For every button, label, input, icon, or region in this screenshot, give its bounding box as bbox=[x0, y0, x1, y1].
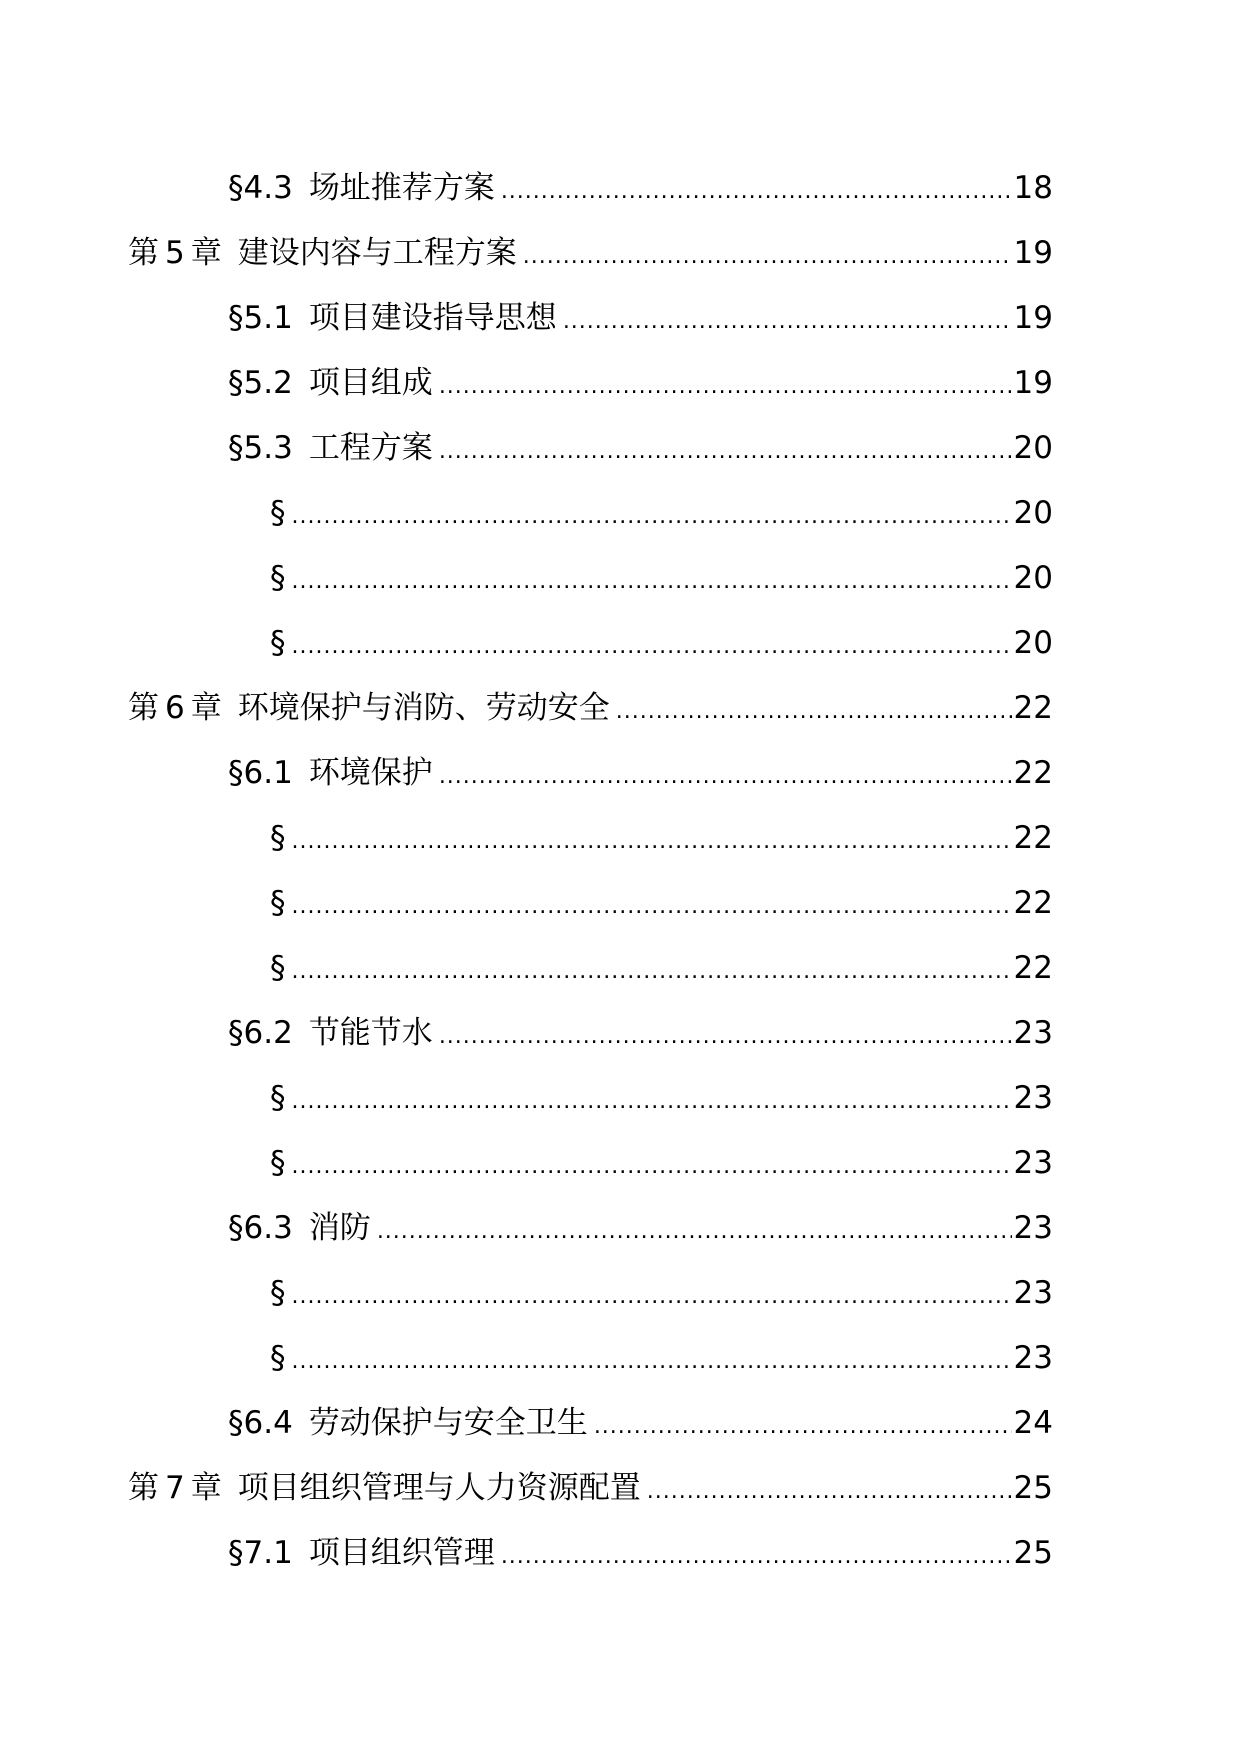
dot-leader bbox=[292, 571, 1012, 593]
toc-entry-label bbox=[270, 1275, 286, 1311]
toc-entry-label bbox=[270, 495, 286, 531]
section-number: § bbox=[270, 820, 286, 856]
table-of-contents bbox=[0, 156, 1241, 1586]
toc-entry-title: 场址推荐方案 bbox=[308, 170, 495, 206]
dot-leader bbox=[292, 506, 1012, 528]
toc-section-row bbox=[0, 156, 1241, 221]
chapter-number: 6 bbox=[165, 690, 185, 726]
section-number: §6.4 bbox=[228, 1405, 293, 1441]
chapter-prefix: 第 bbox=[128, 690, 159, 726]
chapter-number: 5 bbox=[165, 235, 185, 271]
toc-entry-label bbox=[228, 755, 433, 791]
chapter-suffix: 章 bbox=[190, 1470, 222, 1506]
toc-section-row bbox=[0, 351, 1241, 416]
dot-leader bbox=[292, 1351, 1012, 1373]
section-number: §6.3 bbox=[228, 1210, 293, 1246]
toc-page-number: 23 bbox=[1013, 1340, 1053, 1376]
toc-entry-label bbox=[228, 1015, 433, 1051]
toc-entry-title: 劳动保护与安全卫生 bbox=[308, 1405, 588, 1441]
chapter-prefix: 第 bbox=[128, 235, 159, 271]
dot-leader bbox=[439, 1026, 1012, 1048]
toc-entry-label bbox=[228, 365, 433, 401]
section-number: § bbox=[270, 560, 286, 596]
chapter-suffix: 章 bbox=[190, 690, 222, 726]
toc-subsection-row bbox=[0, 611, 1241, 676]
toc-subsection-row bbox=[0, 1131, 1241, 1196]
dot-leader bbox=[439, 441, 1012, 463]
toc-entry-label bbox=[228, 1405, 588, 1441]
toc-subsection-row bbox=[0, 1261, 1241, 1326]
section-number: §5.1 bbox=[228, 300, 293, 336]
toc-chapter-row bbox=[0, 1456, 1241, 1521]
toc-section-row bbox=[0, 286, 1241, 351]
toc-section-row bbox=[0, 741, 1241, 806]
toc-page-number: 19 bbox=[1013, 365, 1053, 401]
toc-subsection-row bbox=[0, 1066, 1241, 1131]
section-number: § bbox=[270, 1080, 286, 1116]
toc-page-number: 20 bbox=[1013, 560, 1053, 596]
toc-entry-label bbox=[270, 885, 286, 921]
chapter-prefix: 第 bbox=[128, 1470, 159, 1506]
toc-chapter-row bbox=[0, 676, 1241, 741]
section-number: §5.3 bbox=[228, 430, 293, 466]
toc-entry-title: 项目组织管理与人力资源配置 bbox=[237, 1470, 641, 1506]
dot-leader bbox=[292, 896, 1012, 918]
toc-page-number: 19 bbox=[1013, 235, 1053, 271]
dot-leader bbox=[292, 1091, 1012, 1113]
section-number: § bbox=[270, 495, 286, 531]
toc-entry-label bbox=[270, 560, 286, 596]
dot-leader bbox=[292, 831, 1012, 853]
toc-entry-label bbox=[128, 690, 610, 726]
toc-entry-title: 项目组织管理 bbox=[308, 1535, 495, 1571]
toc-subsection-row bbox=[0, 806, 1241, 871]
section-number: § bbox=[270, 885, 286, 921]
toc-page-number: 25 bbox=[1013, 1470, 1053, 1506]
toc-entry-label bbox=[270, 950, 286, 986]
dot-leader bbox=[523, 246, 1012, 268]
toc-section-row bbox=[0, 1196, 1241, 1261]
toc-entry-label bbox=[228, 300, 557, 336]
dot-leader bbox=[616, 701, 1012, 723]
section-number: §7.1 bbox=[228, 1535, 293, 1571]
toc-entry-title: 消防 bbox=[308, 1210, 371, 1246]
dot-leader bbox=[501, 181, 1012, 203]
dot-leader bbox=[292, 1156, 1012, 1178]
toc-subsection-row bbox=[0, 1326, 1241, 1391]
dot-leader bbox=[594, 1416, 1012, 1438]
section-number: §6.1 bbox=[228, 755, 293, 791]
toc-entry-label bbox=[128, 235, 517, 271]
dot-leader bbox=[439, 376, 1012, 398]
toc-page-number: 23 bbox=[1013, 1145, 1053, 1181]
toc-page-number: 22 bbox=[1013, 755, 1053, 791]
section-number: §6.2 bbox=[228, 1015, 293, 1051]
toc-page-number: 23 bbox=[1013, 1015, 1053, 1051]
toc-section-row bbox=[0, 1001, 1241, 1066]
toc-page-number: 22 bbox=[1013, 820, 1053, 856]
dot-leader bbox=[292, 636, 1012, 658]
toc-entry-title: 环境保护 bbox=[308, 755, 433, 791]
toc-page-number: 25 bbox=[1013, 1535, 1053, 1571]
dot-leader bbox=[563, 311, 1012, 333]
toc-section-row bbox=[0, 1391, 1241, 1456]
toc-chapter-row bbox=[0, 221, 1241, 286]
toc-page-number: 18 bbox=[1013, 170, 1053, 206]
toc-page-number: 22 bbox=[1013, 885, 1053, 921]
dot-leader bbox=[647, 1481, 1012, 1503]
toc-entry-label bbox=[270, 1145, 286, 1181]
dot-leader bbox=[439, 766, 1012, 788]
section-number: §4.3 bbox=[228, 170, 293, 206]
chapter-number: 7 bbox=[165, 1470, 185, 1506]
toc-entry-title: 环境保护与消防、劳动安全 bbox=[237, 690, 610, 726]
toc-section-row bbox=[0, 416, 1241, 481]
toc-subsection-row bbox=[0, 481, 1241, 546]
toc-entry-label bbox=[128, 1470, 641, 1506]
toc-page-number: 22 bbox=[1013, 690, 1053, 726]
toc-entry-title: 项目建设指导思想 bbox=[308, 300, 557, 336]
toc-subsection-row bbox=[0, 871, 1241, 936]
toc-subsection-row bbox=[0, 936, 1241, 1001]
section-number: § bbox=[270, 1340, 286, 1376]
toc-entry-label bbox=[270, 820, 286, 856]
toc-page-number: 20 bbox=[1013, 430, 1053, 466]
dot-leader bbox=[292, 961, 1012, 983]
toc-page-number: 24 bbox=[1013, 1405, 1053, 1441]
toc-page-number: 23 bbox=[1013, 1275, 1053, 1311]
toc-entry-label bbox=[270, 1080, 286, 1116]
toc-entry-label bbox=[228, 1535, 495, 1571]
section-number: § bbox=[270, 950, 286, 986]
section-number: § bbox=[270, 1275, 286, 1311]
chapter-suffix: 章 bbox=[190, 235, 222, 271]
toc-page-number: 19 bbox=[1013, 300, 1053, 336]
dot-leader bbox=[292, 1286, 1012, 1308]
toc-subsection-row bbox=[0, 546, 1241, 611]
section-number: § bbox=[270, 625, 286, 661]
section-number: §5.2 bbox=[228, 365, 293, 401]
toc-entry-label bbox=[228, 1210, 371, 1246]
section-number: § bbox=[270, 1145, 286, 1181]
toc-section-row bbox=[0, 1521, 1241, 1586]
toc-entry-title: 工程方案 bbox=[308, 430, 433, 466]
toc-page-number: 23 bbox=[1013, 1080, 1053, 1116]
toc-entry-label bbox=[270, 1340, 286, 1376]
toc-page-number: 20 bbox=[1013, 625, 1053, 661]
toc-entry-title: 项目组成 bbox=[308, 365, 433, 401]
toc-page-number: 20 bbox=[1013, 495, 1053, 531]
toc-entry-label bbox=[228, 430, 433, 466]
toc-entry-label bbox=[228, 170, 495, 206]
toc-entry-title: 建设内容与工程方案 bbox=[237, 235, 517, 271]
toc-page-number: 23 bbox=[1013, 1210, 1053, 1246]
toc-entry-title: 节能节水 bbox=[308, 1015, 433, 1051]
dot-leader bbox=[501, 1546, 1012, 1568]
toc-entry-label bbox=[270, 625, 286, 661]
dot-leader bbox=[377, 1221, 1012, 1243]
toc-page-number: 22 bbox=[1013, 950, 1053, 986]
